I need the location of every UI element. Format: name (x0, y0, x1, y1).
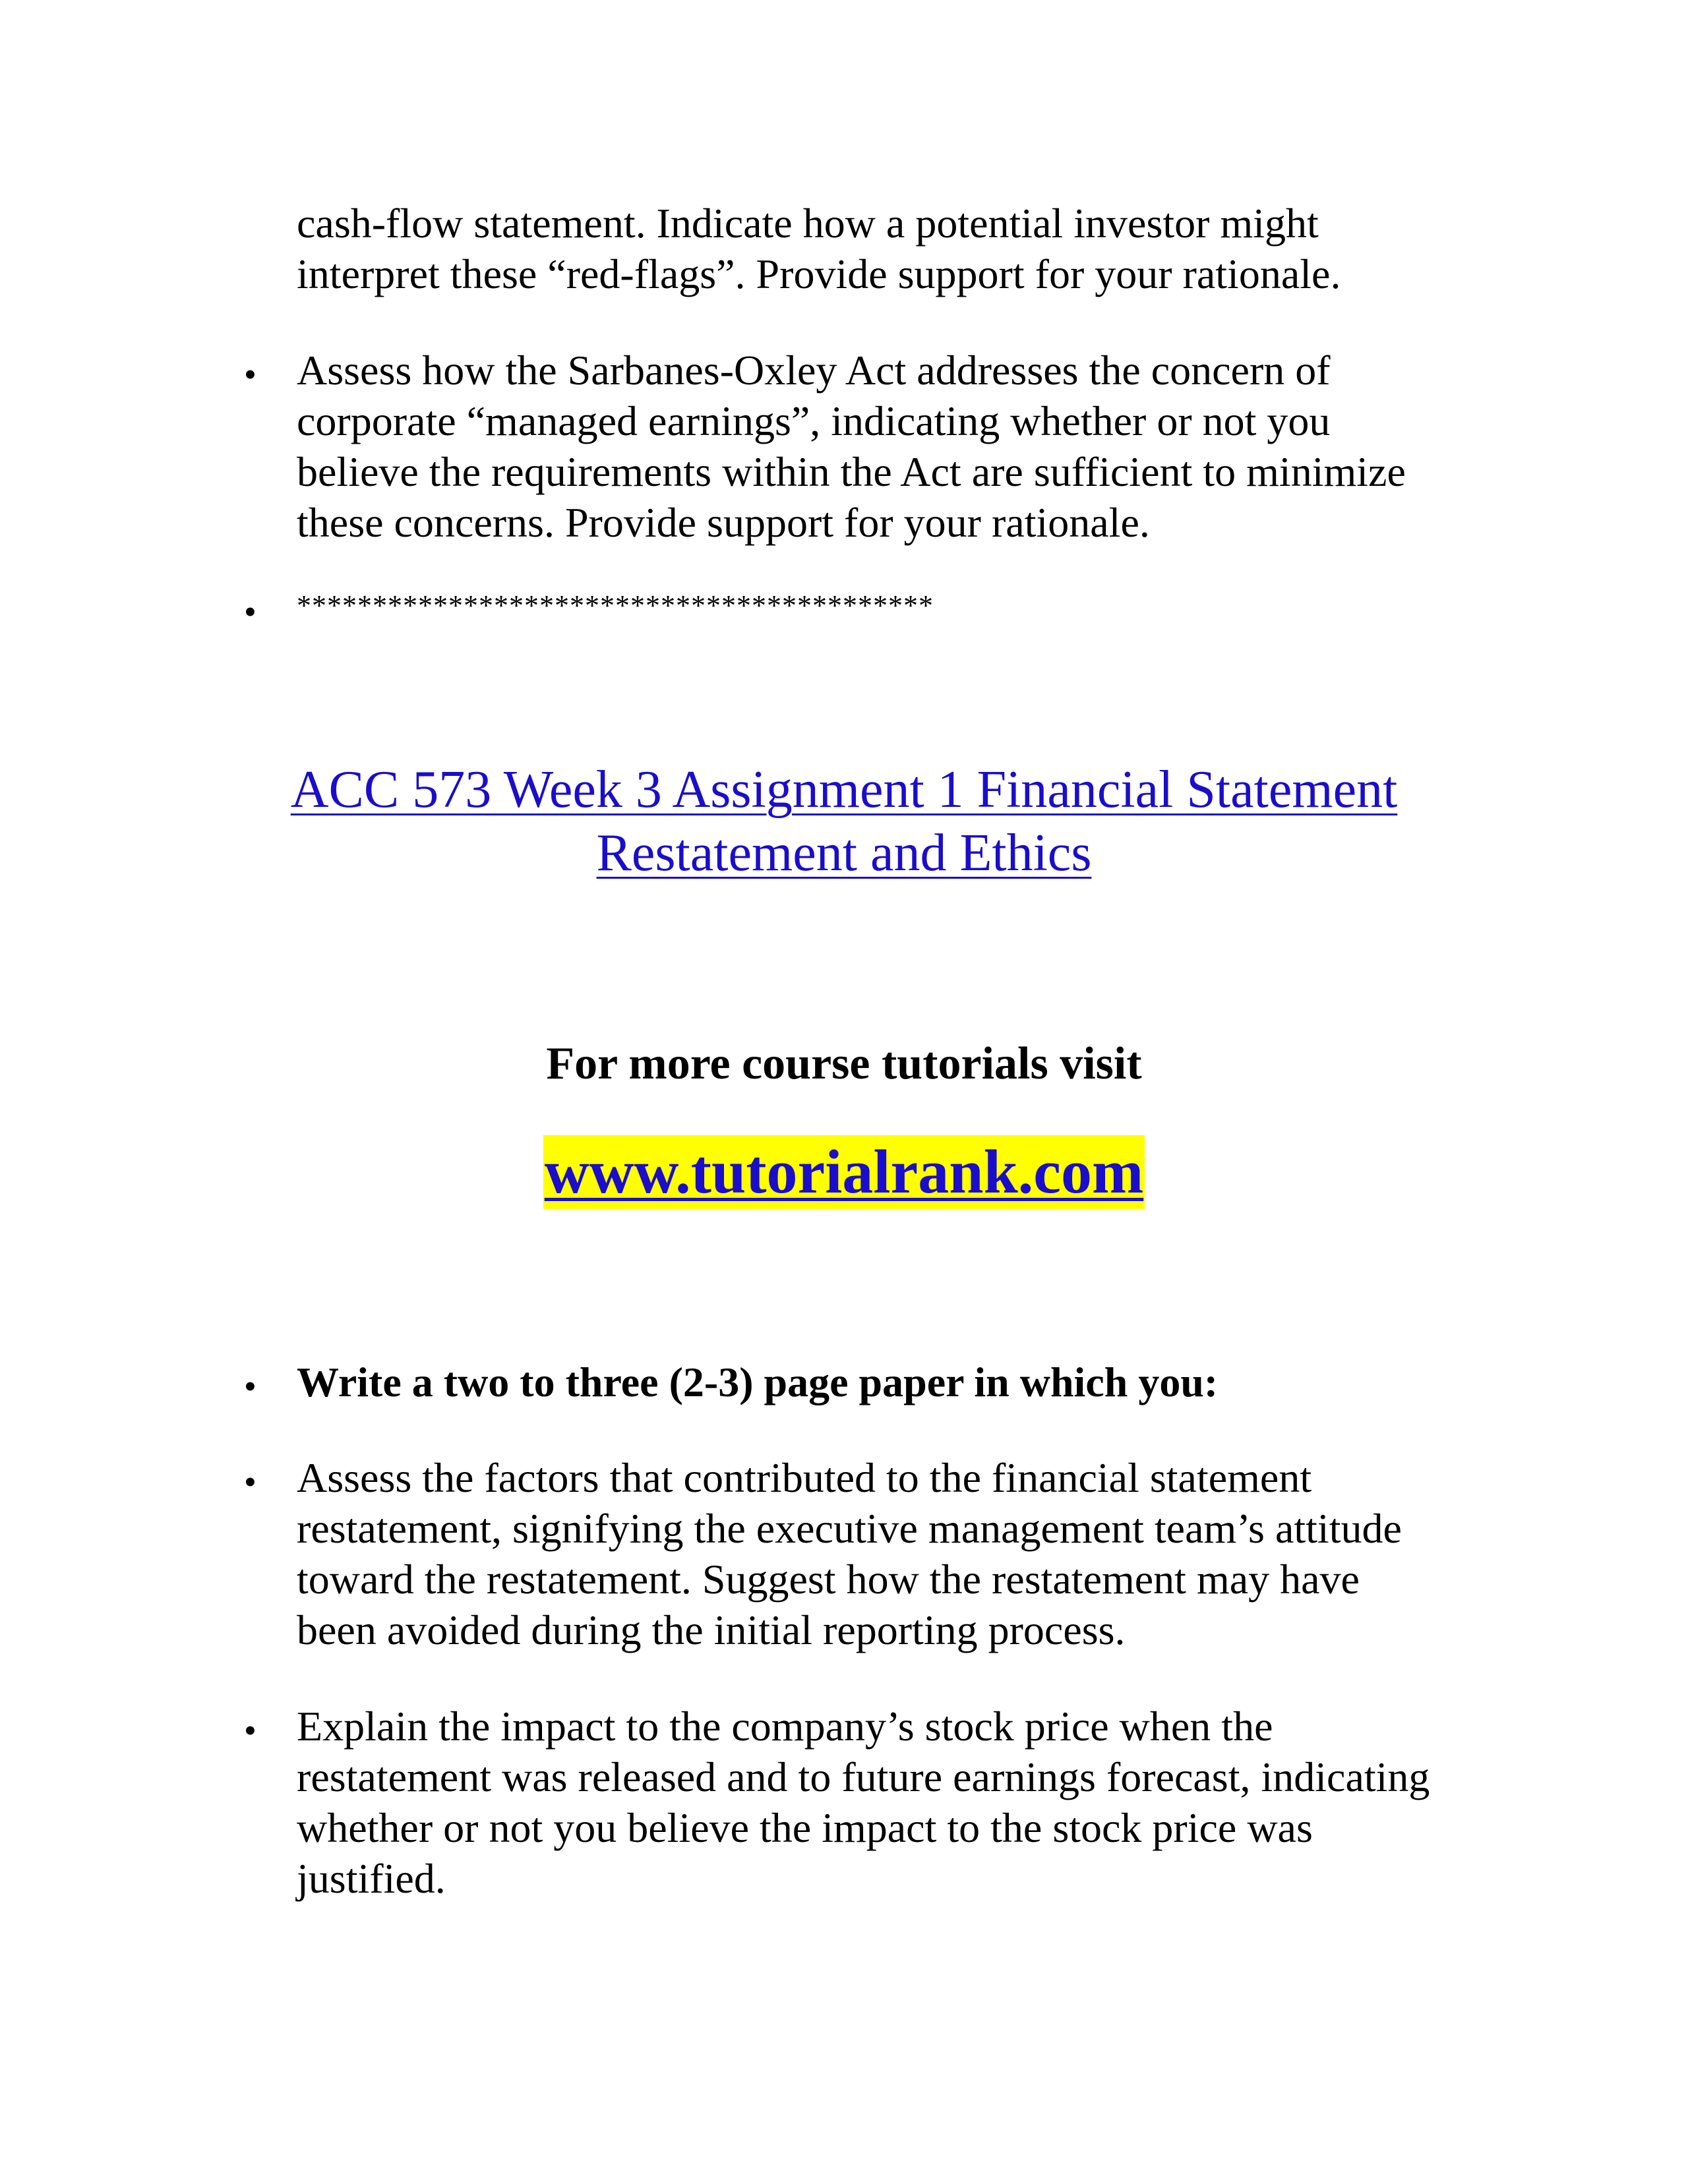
text-line: Assess how the Sarbanes-Oxley Act addresses the concern of (297, 347, 1331, 394)
text-line: restatement, signifying the executive management team’s attitude (297, 1505, 1402, 1552)
text-line: Write a two to three (2-3) page paper in which you: (297, 1359, 1219, 1405)
bullet-marker: • (244, 1367, 256, 1406)
text-line: justified. (297, 1855, 446, 1902)
text-line: believe the requirements within the Act are sufficient to minimize (297, 448, 1406, 495)
title-line-1[interactable]: ACC 573 Week 3 Assignment 1 Financial Statement (290, 761, 1398, 819)
text-line: cash-flow statement. Indicate how a potential investor might (297, 200, 1319, 247)
text-line: toward the restatement. Suggest how the restatement may have (297, 1556, 1360, 1603)
bullet-marker: • (244, 1462, 256, 1502)
website-link[interactable]: www.tutorialrank.com (543, 1135, 1145, 1209)
separator-stars (297, 580, 1550, 631)
website-wrapper (0, 1135, 1688, 1209)
text-line: Assess the factors that contributed to the financial statement (297, 1454, 1312, 1501)
bullet-marker: • (244, 592, 256, 632)
paper-instruction (297, 1357, 1550, 1407)
text-line: restatement was released and to future earnings forecast, indicating (297, 1754, 1430, 1800)
bullet-factors-paragraph (297, 1452, 1550, 1655)
text-line: interpret these “red-flags”. Provide support for your rationale. (297, 251, 1341, 297)
text-line: ****************************************** (297, 589, 934, 622)
text-line: been avoided during the initial reporting process. (297, 1607, 1126, 1653)
bullet-marker: • (244, 355, 256, 394)
visit-text: For more course tutorials visit (546, 1038, 1142, 1089)
text-line: corporate “managed earnings”, indicating whether or not you (297, 398, 1331, 444)
assignment-title-link[interactable] (0, 758, 1688, 885)
bullet-stock-paragraph (297, 1701, 1550, 1904)
text-line: whether or not you believe the impact to the stock price was (297, 1804, 1313, 1851)
bullet-sox-paragraph (297, 345, 1550, 548)
title-line-2[interactable]: Restatement and Ethics (596, 824, 1092, 882)
text-line: these concerns. Provide support for your rationale. (297, 499, 1150, 546)
intro-paragraph (297, 198, 1550, 299)
text-line: Explain the impact to the company’s stock price when the (297, 1703, 1273, 1750)
bullet-marker: • (244, 1711, 256, 1750)
